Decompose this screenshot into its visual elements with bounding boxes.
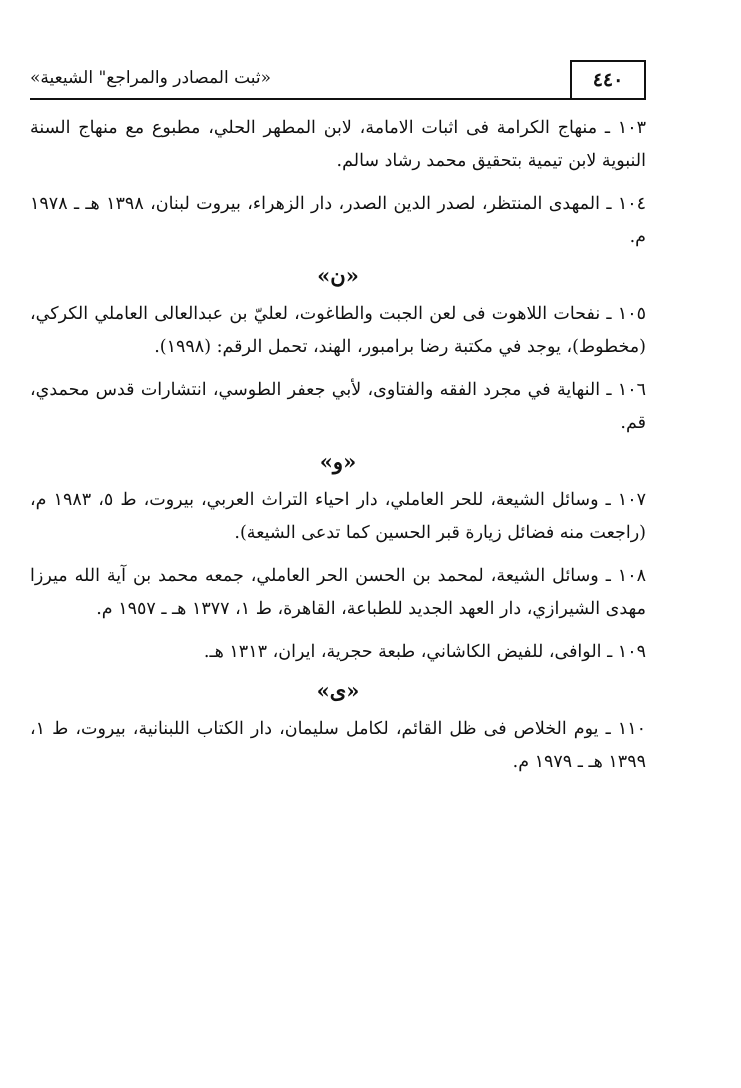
spacer <box>30 178 646 188</box>
bibliography-list <box>30 112 646 779</box>
spacer <box>30 626 646 636</box>
spacer <box>30 550 646 560</box>
bibliography-entry: ١٠٨ ـ وسائل الشيعة، لمحمد بن الحسن الحر العاملي، جمعه محمد بن آية الله ميرزا مهدى الشيرازي، دار العهد الجديد للطباعة، القاهرة، ط ١، ١٣٧٧ هـ ـ ١٩٥٧ م. <box>30 566 646 619</box>
page-number-box <box>570 60 646 98</box>
bibliography-entry: ١٠٥ ـ نفحات اللاهوت فى لعن الجبت والطاغوت، لعليّ بن عبدالعالى العاملي الكركي، (مخطوط)، يوجد في مكتبة رضا برامبور، الهند، تحمل الرقم: (١٩٩٨). <box>30 304 646 357</box>
running-title: «ثبت المصادر والمراجع" الشيعية» <box>30 68 272 88</box>
bibliography-entry: ١٠٧ ـ وسائل الشيعة، للحر العاملي، دار احياء التراث العربي، بيروت، ط ٥، ١٩٨٣ م، (راجعت منه فضائل زيارة قبر الحسين كما تدعى الشيعة). <box>30 490 646 543</box>
bibliography-entry: ١٠٦ ـ النهاية في مجرد الفقه والفتاوى، لأبي جعفر الطوسي، انتشارات قدس محمدي، قم. <box>30 380 646 433</box>
section-letter-nun: «ن» <box>317 263 359 288</box>
bibliography-entry: ١٠٣ ـ منهاج الكرامة فى اثبات الامامة، لابن المطهر الحلي، مطبوع مع منهاج السنة النبوية لابن تيمية بتحقيق محمد رشاد سالم. <box>30 118 646 171</box>
section-letter-ya: «ى» <box>316 678 360 703</box>
bibliography-entry: ١٠٩ ـ الوافى، للفيض الكاشاني، طبعة حجرية، ايران، ١٣١٣ هـ. <box>203 642 646 662</box>
spacer <box>30 364 646 374</box>
header-rule <box>30 98 646 100</box>
bibliography-entry: ١١٠ ـ يوم الخلاص فى ظل القائم، لكامل سليمان، دار الكتاب اللبنانية، بيروت، ط ١، ١٣٩٩ هـ ـ ١٩٧٩ م. <box>30 719 646 772</box>
page-number: ٤٤٠ <box>592 69 624 91</box>
bibliography-entry: ١٠٤ ـ المهدى المنتظر، لصدر الدين الصدر، دار الزهراء، بيروت لبنان، ١٣٩٨ هـ ـ ١٩٧٨ م. <box>30 194 647 247</box>
section-letter-waw: «و» <box>319 449 357 474</box>
page-header <box>30 56 646 102</box>
